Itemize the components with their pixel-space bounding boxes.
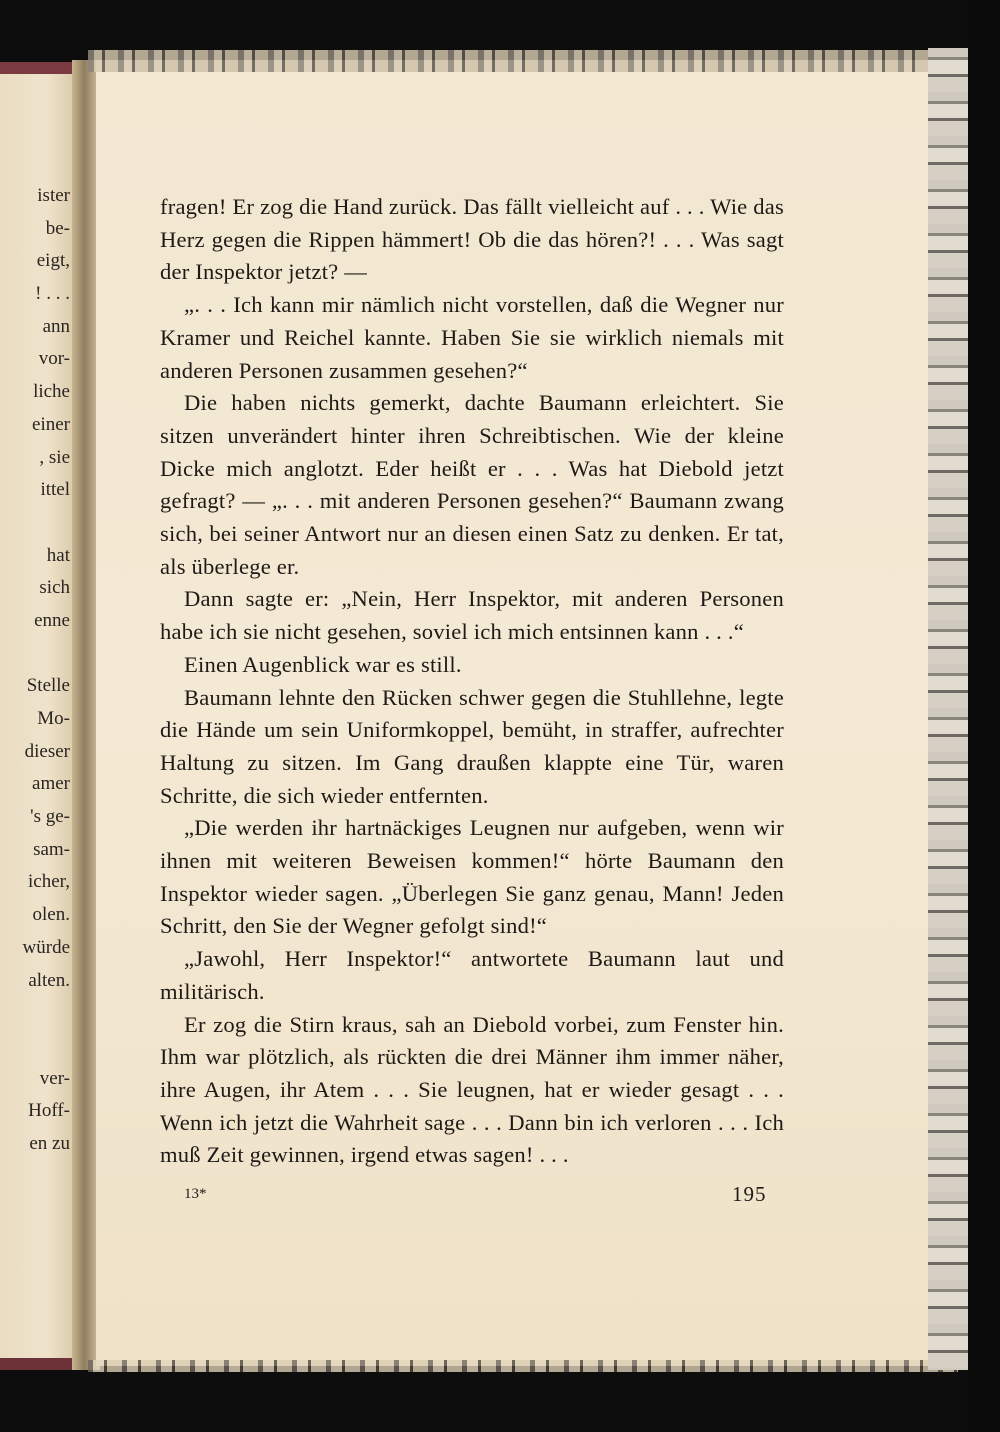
fragment-line: ver- (39, 1067, 70, 1089)
fragment-line: liche (33, 381, 70, 403)
paragraph: fragen! Er zog die Hand zurück. Das fällt vielleicht auf . . . Wie das Herz gegen die Rippen hämmert! Ob die das hören?! . . . Was sagt der Inspektor jetzt? — (160, 194, 784, 285)
fragment-line (0, 997, 70, 1030)
paragraph: Er zog die Stirn kraus, sah an Diebold vorbei, zum Fenster hin. Ihm war plötzlich, als rückten die drei Männer ihm immer näher, ihre Augen, ihr Atem . . . Sie leugnen, hat er wieder gesagt . . . Wenn ich jetzt die Wahrheit sage . . . Dann bin ich verloren . . . Ich muß Zeit gewinnen, irgend etwas sagen! . . . (160, 1011, 784, 1168)
paragraph: Die haben nichts gemerkt, dachte Baumann erleichtert. Sie sitzen unverändert hinter ihren Schreibtischen. Wie der kleine Dicke mich anglotzt. Eder heißt er . . . Was hat Diebold jetzt gefragt? — „. . . mit anderen Personen gesehen?“ Baumann zwang sich, bei seiner Antwort nur an diesen einen Satz zu denken. Er tat, als überlege er. (160, 390, 784, 579)
page-bottom-edge (88, 1360, 958, 1372)
fragment-line: ann (42, 315, 70, 337)
signature-mark: 13* (184, 1186, 207, 1202)
fragment-line: en zu (29, 1132, 70, 1154)
page-number: 195 (732, 1182, 767, 1206)
fragment-line: hat (46, 544, 70, 566)
fragment-line: 's ge- (30, 806, 70, 828)
fragment-line (0, 1030, 70, 1063)
fragment-line: eigt, (36, 250, 70, 272)
fragment-line: enne (34, 609, 70, 631)
fragment-line: ittel (40, 479, 70, 501)
fragment-line: dieser (24, 740, 70, 762)
paragraph: „Die werden ihr hartnäckiges Leugnen nur aufgeben, wenn wir ihnen mit weiteren Beweisen kommen!“ hörte Baumann den Inspektor wieder sagen. „Überlegen Sie ganz genau, Mann! Jeden Schritt, den Sie der Wegner gefolgt sind!“ (160, 815, 784, 939)
body-text (160, 191, 784, 1172)
paragraph: „. . . Ich kann mir nämlich nicht vorstellen, daß die Wegner nur Kramer und Reichel kannte. Haben Sie sie wirklich niemals mit anderen Personen zusammen gesehen?“ (160, 292, 784, 383)
scan-border-right (968, 0, 1000, 1432)
fragment-line: würde (22, 936, 70, 958)
book-cover-edge (928, 48, 968, 1370)
fragment-line: alten. (28, 969, 70, 991)
fragment-line: amer (32, 773, 70, 795)
page-top-edge (88, 50, 948, 72)
fragment-line: Stelle (26, 675, 70, 697)
fragment-line (0, 638, 70, 671)
paragraph: Baumann lehnte den Rücken schwer gegen die Stuhllehne, legte die Hände um sein Uniformkoppel, bemüht, in straffer, aufrechter Haltung zu sitzen. Im Gang draußen klappte eine Tür, waren Schritte, die sich wieder entfernten. (160, 684, 784, 808)
fragment-line: vor- (38, 348, 70, 370)
fragment-line: sam- (33, 838, 70, 860)
fragment-line: sich (39, 577, 70, 599)
fragment-line: einer (32, 413, 70, 435)
fragment-line: Mo- (37, 708, 70, 729)
paragraph: Einen Augenblick war es still. (184, 651, 462, 677)
fragment-line: ister (37, 185, 70, 206)
previous-page-text-fragments (0, 180, 70, 1161)
fragment-line: be- (45, 217, 70, 239)
fragment-line: , sie (39, 446, 70, 468)
fragment-line: Hoff- (28, 1100, 70, 1122)
fragment-line: icher, (28, 871, 70, 893)
paragraph: Dann sagte er: „Nein, Herr Inspektor, mit anderen Personen habe ich sie nicht gesehen, soviel ich mich entsinnen kann . . .“ (160, 586, 784, 645)
fragment-line (0, 507, 70, 540)
paragraph: „Jawohl, Herr Inspektor!“ antwortete Baumann laut und militärisch. (160, 946, 784, 1004)
fragment-line: olen. (32, 904, 70, 926)
fragment-line: ! . . . (35, 283, 70, 305)
